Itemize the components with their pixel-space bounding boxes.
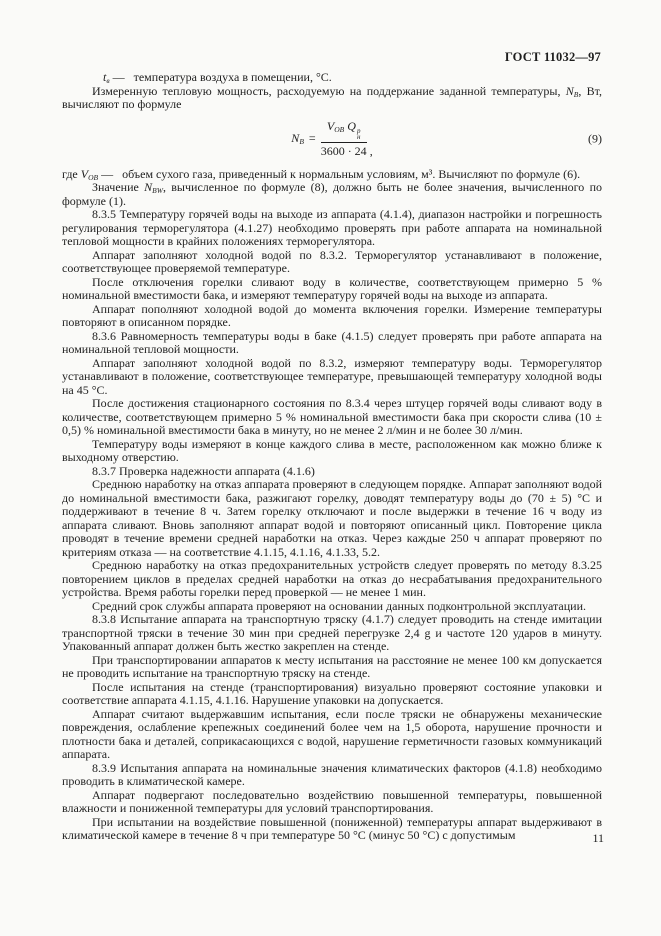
paragraph: 8.3.6 Равномерность температуры воды в баке (4.1.5) следует проверять при работе аппарата на номинальной тепловой мощности. [62,328,602,356]
document-body [62,71,602,843]
paragraph: Среднюю наработку на отказ предохранительных устройств следует проверять по методу 8.3.25 повторением циклов в пределах средней наработки на отказ до несрабатывания предохранительного устройства. Время работы горелки перед проверкой — не менее 1 мин. [62,558,602,599]
paragraphs-after-formula [62,168,602,843]
paragraph: После достижения стационарного состояния по 8.3.4 через штуцер горячей воды сливают воду в количестве, соответствующем примерно 5 % номинальной вместимости бака при скорости слива (10 ± 0,5) % номинальной вместимости бака в минуту, но не менее 2 л/мин и не более 30 л/мин. [62,396,602,437]
document-code: ГОСТ 11032—97 [504,50,601,64]
formula-comma: , [369,143,373,158]
formula-fraction [321,119,367,159]
paragraph: Аппарат заполняют холодной водой по 8.3.2, измеряют температуру воды. Терморегулятор устанавливают в положение, соответствующее температуре, превышающей температуру холодной воды на 45 °С. [62,355,602,397]
paragraph: Аппарат заполняют холодной водой по 8.3.2. Терморегулятор устанавливают в положение, соответствующее проверяемой температуре. [62,247,602,275]
paragraph: где $V_{ОВ}$ — объем сухого газа, приведенный к нормальным условиям, м³. Вычисляют по формуле (6). [62,166,581,182]
paragraphs-before-formula [62,71,602,112]
paragraph: При испытании на воздействие повышенной (пониженной) температуры аппарат выдерживают в климатической камере в течение 8 ч при температуре 50 °С (минус 50 °С) с допустимым [62,814,602,842]
equals-sign: = [308,131,316,145]
paragraph: $t_в$ — температура воздуха в помещении, °С. [103,70,332,85]
equation-number: (9) [588,131,602,145]
formula-numerator: $V_{ОВ}$ Q р н [321,119,367,143]
paragraph: 8.3.5 Температуру горячей воды на выходе из аппарата (4.1.4), диапазон настройки и погрешность регулирования терморегулятора (4.1.27) необходимо проверять при работе аппарата на номинальной тепловой мощности в крайних положениях терморегулятора. [62,207,602,248]
paragraph: Значение $N_{ВW}$, вычисленное по формуле (8), должно быть не более значения, вычисленного по формуле (1). [62,180,602,208]
paragraph: Измеренную тепловую мощность, расходуемую на поддержание заданной температуры, $N_В$, Вт, вычисляют по формуле [62,83,602,111]
formula-denominator: 3600 · 24 [320,143,367,158]
paragraph: Средний срок службы аппарата проверяют на основании данных подконтрольной эксплуатации. [92,598,586,613]
page-number: 11 [592,831,604,845]
paragraph: Аппарат считают выдержавшим испытания, если после тряски не обнаружены механические повреждения, ослабление крепежных соединений более чем на 1,5 оборота, нарушение прочности и плотности бака и деталей, соприкасающихся с водой, нарушение герметичности газовых коммуникаций аппарата. [62,706,602,761]
paragraph: 8.3.9 Испытания аппарата на номинальные значения климатических факторов (4.1.8) необходимо проводить в климатической камере. [62,760,602,788]
paragraph: 8.3.7 Проверка надежности аппарата (4.1.6) [92,463,315,478]
paragraph: Аппарат подвергают последовательно воздействию повышенной температуры, повышенной влажности и пониженной температуры для условий транспортирования. [62,787,602,815]
paragraph: После отключения горелки сливают воду в количестве, соответствующем примерно 5 % номинальной вместимости бака, и измеряют температуру горячей воды на выходе из аппарата. [62,274,602,302]
paragraph: При транспортировании аппаратов к месту испытания на расстояние не менее 100 км допускается не проводить испытание на транспортную тряску на стенде. [62,652,602,680]
paragraph: 8.3.8 Испытание аппарата на транспортную тряску (4.1.7) следует проводить на стенде имитации транспортной тряски в течение 30 мин при средней перегрузке 2,4 g и частоте 120 ударов в минуту. Упакованный аппарат должен быть жестко закреплен на стенде. [62,612,602,653]
formula-expression [291,119,372,159]
formula-lhs: $N_В$ [291,131,304,146]
paragraph: После испытания на стенде (транспортирования) визуально проверяют состояние упаковки и соответствие аппарата 4.1.15, 4.1.16. Нарушение упаковки на допускается. [62,679,602,707]
q-supsub: р н [356,126,361,141]
paragraph: Аппарат пополняют холодной водой до момента включения горелки. Измерение температуры повторяют в описанном порядке. [62,301,602,329]
formula-9 [62,119,602,159]
paragraph: Среднюю наработку на отказ аппарата проверяют в следующем порядке. Аппарат заполняют водой до номинальной вместимости бака, разжигают горелку, доводят температуру воды до (70 ± 5) °С и поддерживают в течение 8 ч. Затем горелку отключают и после выдержки в течение 16 ч воду из аппарата сливают. Вновь заполняют аппарат водой и повторяют описанный цикл. Повторение цикла проводят в течение времени средней наработки на отказ. Через каждые 250 ч аппарат проверяют по критериям отказа — на соответствие 4.1.15, 4.1.16, 4.1.33, 5.2. [62,477,602,559]
paragraph: Температуру воды измеряют в конце каждого слива в месте, расположенном как можно ближе к выходному отверстию. [62,436,602,464]
